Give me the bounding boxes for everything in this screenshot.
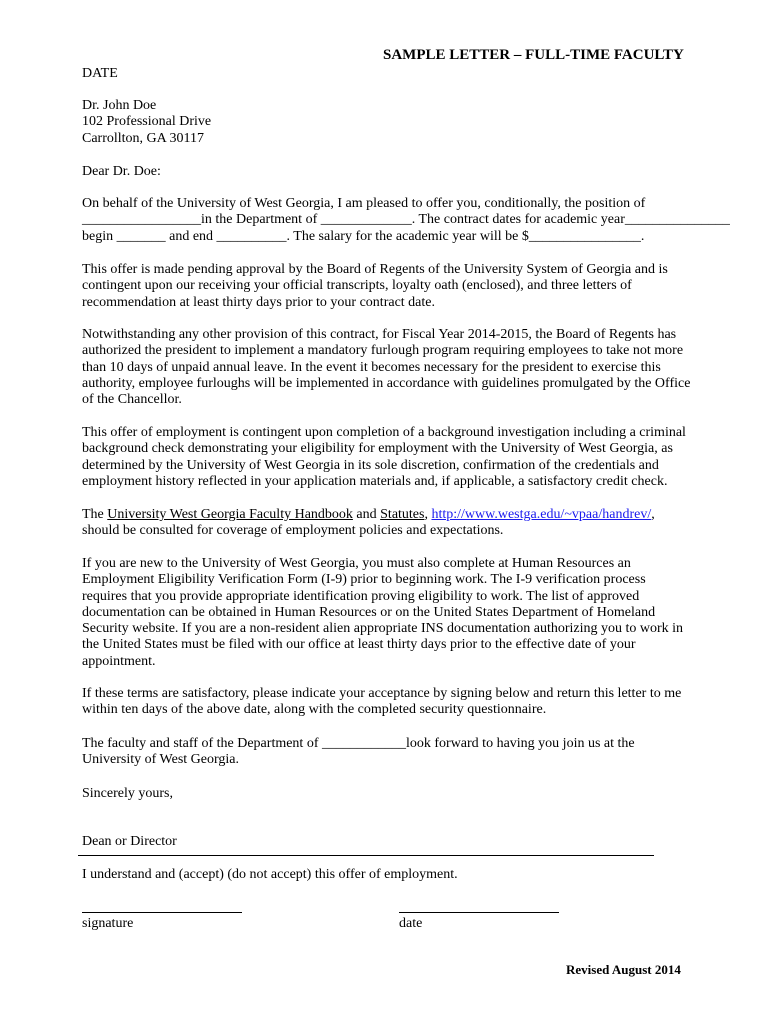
paragraph-line: employment history reflected in your application materials and, if applicable, a satisfactory credit check. (82, 473, 668, 489)
salutation (82, 164, 732, 180)
paragraph-line: background check demonstrating your eligibility for employment with the University of West Georgia, as (82, 441, 673, 457)
paragraph-furlough (82, 327, 732, 408)
paragraph-line: determined by the University of West Georgia in its sole discretion, confirmation of the credentials and (82, 457, 659, 473)
recipient-street: 102 Professional Drive (82, 114, 212, 130)
paragraph-line: within ten days of the above date, along with the completed security questionnaire. (82, 702, 547, 718)
handbook-url-link[interactable]: http://www.westga.edu/~vpaa/handrev/ (431, 507, 652, 522)
paragraph-line: Employment Eligibility Verification Form (I-9) prior to beginning work. The I-9 verification process (82, 572, 646, 588)
paragraph-line: documentation can be obtained in Human Resources or on the United States Department of Homeland (82, 604, 656, 620)
text-fragment: The (82, 507, 108, 522)
signer-title: Dean or Director (82, 834, 177, 849)
paragraph-line: authority, employee furloughs will be implemented in accordance with guidelines promulgated by the Office (82, 375, 691, 391)
paragraph-line: recommendation at least thirty days prior to your contract date. (82, 294, 435, 310)
paragraph-line (82, 507, 732, 523)
page-title: SAMPLE LETTER – FULL-TIME FACULTY (383, 47, 684, 63)
paragraph-line: On behalf of the University of West Georgia, I am pleased to offer you, conditionally, the position of (82, 196, 646, 211)
paragraph-line: The faculty and staff of the Department of ____________look forward to having you join us at the (82, 736, 635, 751)
paragraph-line: requires that you provide appropriate identification proving eligibility to work. The list of approved (82, 588, 640, 604)
recipient-city: Carrollton, GA 30117 (82, 130, 204, 146)
divider (78, 855, 654, 856)
paragraph-offer (82, 196, 732, 245)
closing (82, 786, 732, 802)
paragraph-welcome (82, 736, 732, 769)
paragraph-line: This offer of employment is contingent upon completion of a background investigation including a criminal (82, 425, 686, 440)
paragraph-line: This offer is made pending approval by the Board of Regents of the University System of Georgia and is (82, 262, 668, 277)
paragraph-line: If these terms are satisfactory, please indicate your acceptance by signing below and return this letter to me (82, 686, 682, 701)
date-signature-label: date (399, 916, 423, 931)
salutation-text: Dear Dr. Doe: (82, 164, 161, 179)
handbook-link[interactable]: University West Georgia Faculty Handbook (107, 507, 353, 522)
paragraph-background-check (82, 425, 732, 490)
paragraph-line: should be consulted for coverage of employment policies and expectations. (82, 523, 504, 539)
revision-note: Revised August 2014 (566, 962, 681, 977)
paragraph-line: than 10 days of unpaid annual leave. In the event it becomes necessary for the president to exercise this (82, 359, 661, 375)
paragraph-approval (82, 262, 732, 311)
text-fragment: and (352, 507, 381, 522)
paragraph-line: of the Chancellor. (82, 392, 182, 408)
acceptance-statement (82, 867, 732, 883)
paragraph-line: Security website. If you are a non-resident alien appropriate INS documentation authorizing you to work in (82, 621, 684, 637)
paragraph-line: appointment. (82, 653, 156, 669)
paragraph-line: the United States must be filed with our office at least thirty days prior to the effective date of your (82, 637, 636, 653)
signature-label: signature (82, 916, 134, 931)
acceptance-text: I understand and (accept) (do not accept) this offer of employment. (82, 867, 458, 882)
paragraph-handbook (82, 507, 732, 540)
signature-line[interactable] (82, 912, 242, 913)
paragraph-line: _________________in the Department of _____________. The contract dates for academic year_______________ (82, 212, 730, 228)
date-signature-line[interactable] (399, 912, 559, 913)
statutes-link[interactable]: Statutes (380, 507, 425, 522)
paragraph-i9 (82, 556, 732, 670)
text-fragment: , (424, 507, 432, 522)
paragraph-line: Notwithstanding any other provision of this contract, for Fiscal Year 2014-2015, the Board of Regents has (82, 327, 677, 342)
paragraph-line: contingent upon our receiving your official transcripts, loyalty oath (enclosed), and three letters of (82, 278, 632, 294)
paragraph-line: begin _______ and end __________. The salary for the academic year will be $________________. (82, 228, 645, 244)
date-line (82, 66, 732, 82)
recipient-name: Dr. John Doe (82, 98, 157, 113)
closing-text: Sincerely yours, (82, 786, 173, 801)
paragraph-acceptance-terms (82, 686, 732, 719)
paragraph-line: authorized the president to implement a mandatory furlough program requiring employees to take not more (82, 343, 684, 359)
signer (82, 834, 732, 850)
paragraph-line: If you are new to the University of West Georgia, you must also complete at Human Resources an (82, 556, 631, 571)
text-fragment: , (651, 507, 655, 522)
date-label: DATE (82, 66, 118, 81)
paragraph-line: University of West Georgia. (82, 752, 239, 768)
recipient-address (82, 98, 732, 147)
